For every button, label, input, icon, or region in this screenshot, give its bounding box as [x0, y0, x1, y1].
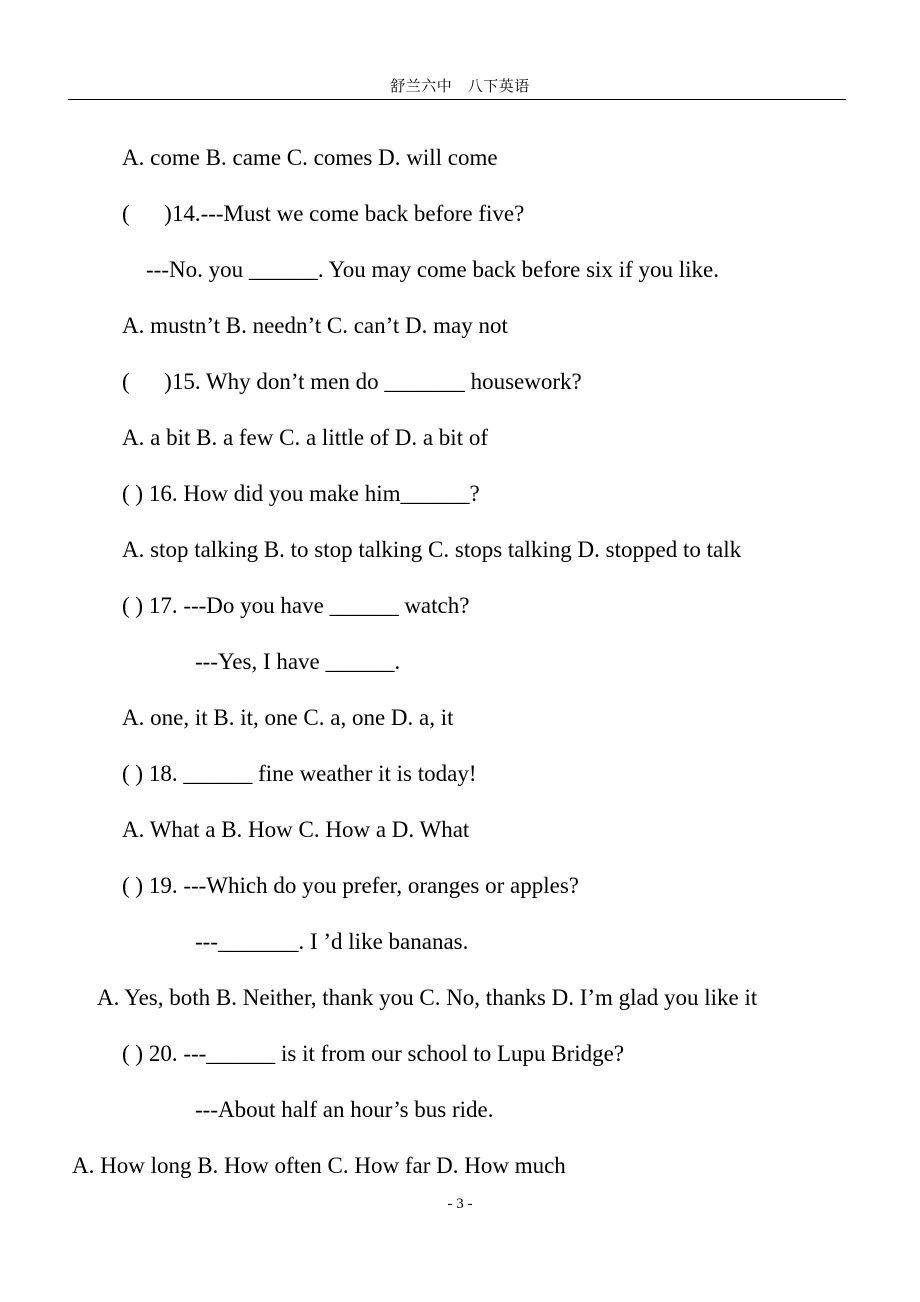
question-19-response: ---_______. I ’d like bananas. [195, 929, 469, 954]
question-13-options: A. come B. came C. comes D. will come [122, 145, 498, 170]
question-14-response: ---No. you ______. You may come back before six if you like. [146, 257, 719, 282]
question-18-options: A. What a B. How C. How a D. What [122, 817, 470, 842]
question-19-stem: ( ) 19. ---Which do you prefer, oranges or apples? [122, 873, 579, 898]
question-17-stem: ( ) 17. ---Do you have ______ watch? [122, 593, 470, 618]
header-divider [68, 99, 846, 100]
question-20-options: A. How long B. How often C. How far D. How much [72, 1153, 566, 1178]
page-number: - 3 - [447, 1196, 473, 1212]
question-18-stem: ( ) 18. ______ fine weather it is today! [122, 761, 477, 786]
question-17-options: A. one, it B. it, one C. a, one D. a, it [122, 705, 454, 730]
question-15-options: A. a bit B. a few C. a little of D. a bit of [122, 425, 489, 450]
question-14-stem: ( )14.---Must we come back before five? [122, 201, 525, 226]
question-16-options: A. stop talking B. to stop talking C. stops talking D. stopped to talk [122, 537, 742, 562]
question-20-stem: ( ) 20. ---______ is it from our school to Lupu Bridge? [122, 1041, 625, 1066]
question-19-options: A. Yes, both B. Neither, thank you C. No, thanks D. I’m glad you like it [97, 985, 758, 1010]
question-17-response: ---Yes, I have ______. [195, 649, 401, 674]
question-16-stem: ( ) 16. How did you make him______? [122, 481, 480, 506]
question-15-stem: ( )15. Why don’t men do _______ housework? [122, 369, 582, 394]
page-header: 舒兰六中 八下英语 [390, 79, 530, 95]
question-14-options: A. mustn’t B. needn’t C. can’t D. may not [122, 313, 508, 338]
question-20-response: ---About half an hour’s bus ride. [195, 1097, 494, 1122]
